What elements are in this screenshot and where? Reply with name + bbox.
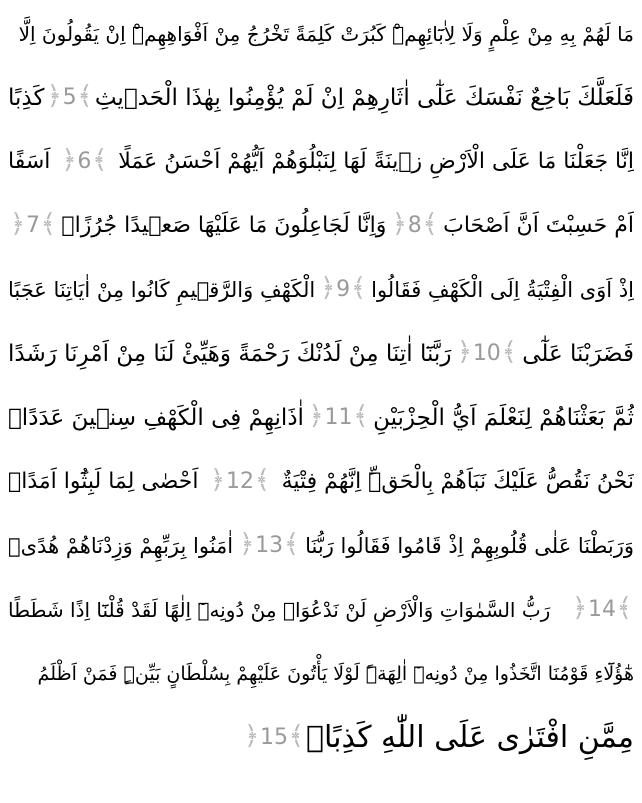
text-line-1 [8, 2, 634, 66]
text-line-4 [8, 194, 634, 258]
ayah-number-marker: ﴿ 13 ﴾ [241, 535, 297, 557]
line-text: نَحْنُ نَقُصُّ عَلَيْكَ نَبَاَهُمْ بِالْحَقِّۜ اِنَّهُمْ فِتْيَةٌ [281, 469, 634, 494]
text-line-8 [8, 450, 634, 514]
text-line-12 [8, 706, 634, 770]
ayah-number-marker: ﴿ 12 ﴾ [212, 471, 268, 493]
ayah-number-marker: ﴿ 15 ﴾ [246, 727, 302, 749]
text-line-10 [8, 578, 634, 642]
line-text: فَلَعَلَّكَ بَاخِعٌ نَفْسَكَ عَلٰٓى اٰثَارِهِمْ اِنْ لَمْ يُؤْمِنُوا بِهٰذَا الْحَدٖيثِ [94, 84, 634, 111]
text-line-2 [8, 66, 634, 130]
text-line-7 [8, 386, 634, 450]
line-text: اَسَفًا [8, 149, 51, 174]
line-text: وَاِنَّا لَجَاعِلُونَ مَا عَلَيْهَا صَعٖيدًا جُرُزًاۜ [61, 213, 387, 238]
ayah-number-marker: ﴿ 7 ﴾ [12, 215, 54, 237]
text-line-3 [8, 130, 634, 194]
ayah-number-marker: ﴿ 14 ﴾ [574, 599, 630, 621]
text-line-6 [8, 322, 634, 386]
line-text: اِنَّا جَعَلْنَا مَا عَلَى الْاَرْضِ زٖينَةً لَهَا لِنَبْلُوَهُمْ اَيُّهُمْ اَحْسَنُ عَمَلًا [118, 149, 634, 174]
text-line-5 [8, 258, 634, 322]
line-text: اِذْ اَوَى الْفِتْيَةُ اِلَى الْكَهْفِ فَقَالُوا [371, 277, 634, 302]
line-text: وَرَبَطْنَا عَلٰى قُلُوبِهِمْ اِذْ قَامُوا فَقَالُوا رَبُّنَا [305, 533, 634, 558]
line-text: فَضَرَبْنَا عَلٰٓى [522, 340, 634, 367]
line-text: ثُمَّ بَعَثْنَاهُمْ لِنَعْلَمَ اَيُّ الْحِزْبَيْنِ [373, 404, 634, 431]
line-text: كَذِبًا [8, 84, 45, 111]
line-text: مِمَّنِ افْتَرٰى عَلَى اللّٰهِ كَذِبًاۜ [305, 720, 634, 755]
text-line-11 [8, 642, 634, 706]
line-text: اَمْ حَسِبْتَ اَنَّ اَصْحَابَ [443, 213, 634, 238]
line-text: الْكَهْفِ وَالرَّقٖيمِ كَانُوا مِنْ اٰيَاتِنَا عَجَبًا [8, 277, 316, 302]
line-text: هٰٓؤُلَٓاءِ قَوْمُنَا اتَّخَذُوا مِنْ دُونِهٖٓ اٰلِهَةًۜ لَوْلَا يَأْتُونَ عَلَيْهِمْ بِسُلْطَانٍ بَيِّنٍۜ فَمَنْ اَظْلَمُ [37, 662, 634, 685]
line-text: رَبُّ السَّمٰوَاتِ وَالْاَرْضِ لَنْ نَدْعُوَا۟ مِنْ دُونِهٖٓ اِلٰهًا لَقَدْ قُلْنَٓا اِذًا شَطَطًا [8, 598, 551, 622]
line-text: اٰمَنُوا بِرَبِّهِمْ وَزِدْنَاهُمْ هُدًىۗ [8, 533, 234, 558]
ayah-number-marker: ﴿ 11 ﴾ [311, 407, 367, 429]
ayah-number-marker: ﴿ 9 ﴾ [322, 279, 364, 301]
ayah-number-marker: ﴿ 10 ﴾ [459, 343, 515, 365]
text-line-9 [8, 514, 634, 578]
line-text: اَحْصٰى لِمَا لَبِثُٓوا اَمَدًاۜ [8, 469, 199, 494]
ayah-number-marker: ﴿ 6 ﴾ [63, 151, 105, 173]
line-text: رَبَّنَٓا اٰتِنَا مِنْ لَدُنْكَ رَحْمَةً وَهَيِّئْ لَنَا مِنْ اَمْرِنَا رَشَدًا [8, 340, 452, 367]
line-text: مَا لَهُمْ بِهِ مِنْ عِلْمٍ وَلَا لِاٰبَٓائِهِمْۜ كَبُرَتْ كَلِمَةً تَخْرُجُ مِنْ اَفْوَاهِهِمْۜ اِنْ يَقُولُونَ اِلَّا [18, 22, 634, 46]
line-text: اٰذَانِهِمْ فِى الْكَهْفِ سِنٖينَ عَدَدًاۙ [8, 404, 304, 431]
ayah-number-marker: ﴿ 8 ﴾ [394, 215, 436, 237]
ayah-number-marker: ﴿ 5 ﴾ [49, 87, 91, 109]
